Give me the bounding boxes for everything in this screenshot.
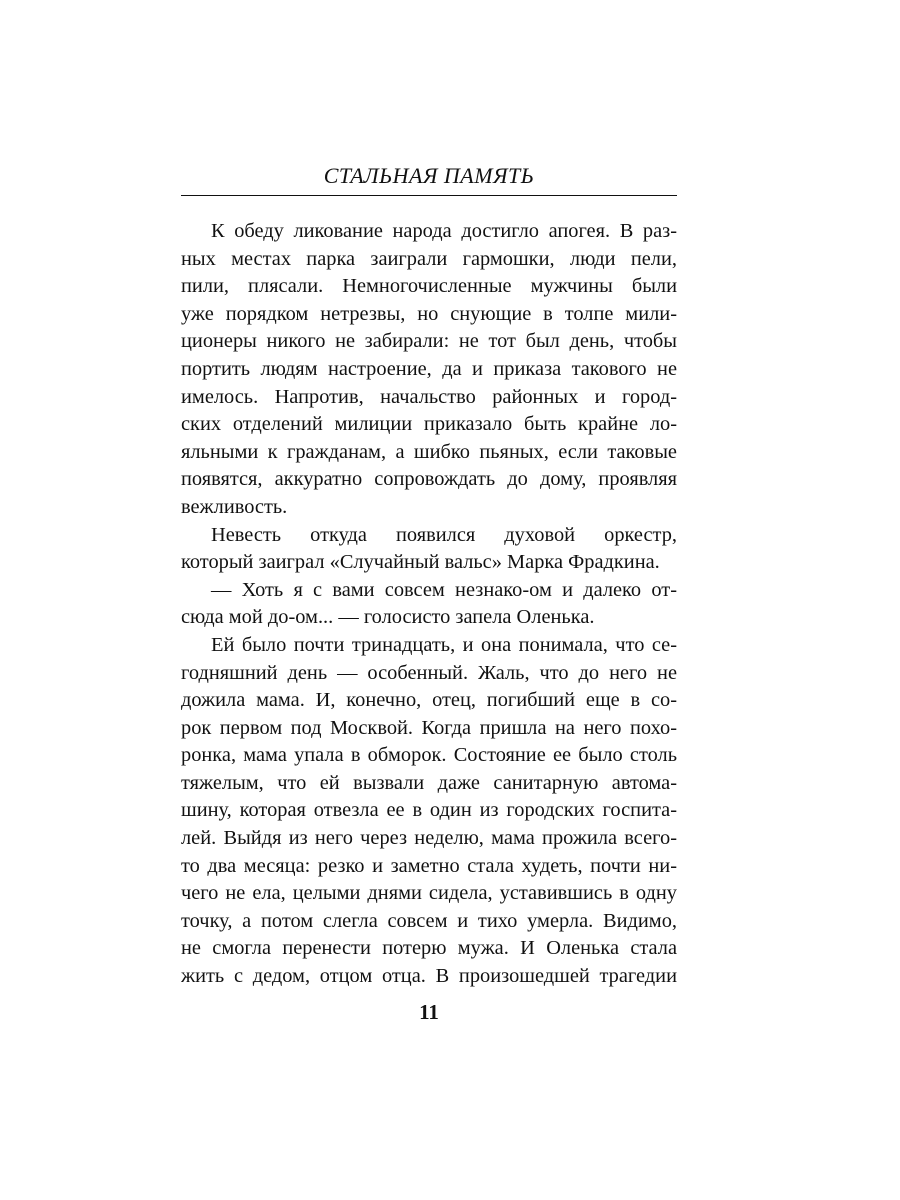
- text-line: то два месяца: резко и заметно стала худеть, почти ни-: [181, 854, 677, 877]
- text-line: рок первом под Москвой. Когда пришла на него похо-: [181, 716, 677, 739]
- text-line: лей. Выйдя из него через неделю, мама прожила всего-: [181, 827, 677, 850]
- text-line: тяжелым, что ей вызвали даже санитарную автома-: [181, 771, 677, 794]
- header-rule: [181, 195, 677, 196]
- text-line: появятся, аккуратно сопровождать до дому, проявляя: [181, 468, 677, 491]
- text-line: портить людям настроение, да и приказа такового не: [181, 357, 677, 380]
- text-line: ских отделений милиции приказало быть крайне ло-: [181, 413, 677, 436]
- text-line: уже порядком нетрезвы, но снующие в толпе мили-: [181, 302, 677, 325]
- text-line: Невесть откуда появился духовой оркестр,: [211, 523, 677, 546]
- text-line: ронка, мама упала в обморок. Состояние ее было столь: [181, 744, 677, 767]
- text-line: имелось. Напротив, начальство районных и город-: [181, 385, 677, 408]
- text-line: сюда мой до-ом... — голосисто запела Оленька.: [181, 606, 595, 629]
- body-text: [181, 218, 677, 991]
- text-line: ных местах парка заиграли гармошки, люди пели,: [181, 247, 677, 270]
- text-line: К обеду ликование народа достигло апогея. В раз-: [211, 220, 677, 242]
- text-line: пили, плясали. Немногочисленные мужчины были: [181, 275, 677, 298]
- text-line: ционеры никого не забирали: не тот был день, чтобы: [181, 330, 677, 353]
- running-header: СТАЛЬНАЯ ПАМЯТЬ: [323, 163, 535, 188]
- text-line: Ей было почти тринадцать, и она понимала, что се-: [211, 633, 677, 656]
- text-line: чего не ела, целыми днями сидела, уставившись в одну: [181, 882, 677, 905]
- page-number: 11: [419, 1000, 439, 1024]
- text-line: дожила мама. И, конечно, отец, погибший еще в со-: [181, 689, 677, 712]
- text-line: точку, а потом слегла совсем и тихо умерла. Видимо,: [181, 909, 677, 932]
- text-line: не смогла перенести потерю мужа. И Оленька стала: [181, 937, 677, 960]
- text-line: годняшний день — особенный. Жаль, что до него не: [181, 661, 677, 684]
- text-line: яльными к гражданам, а шибко пьяных, если таковые: [181, 440, 677, 463]
- text-line: который заиграл «Случайный вальс» Марка Фрадкина.: [181, 551, 660, 574]
- text-line: жить с дедом, отцом отца. В произошедшей трагедии: [181, 965, 677, 988]
- text-line: шину, которая отвезла ее в один из городских госпита-: [181, 799, 677, 822]
- text-line: вежливость.: [181, 495, 288, 518]
- text-line: — Хоть я с вами совсем незнако-ом и далеко от-: [211, 578, 677, 601]
